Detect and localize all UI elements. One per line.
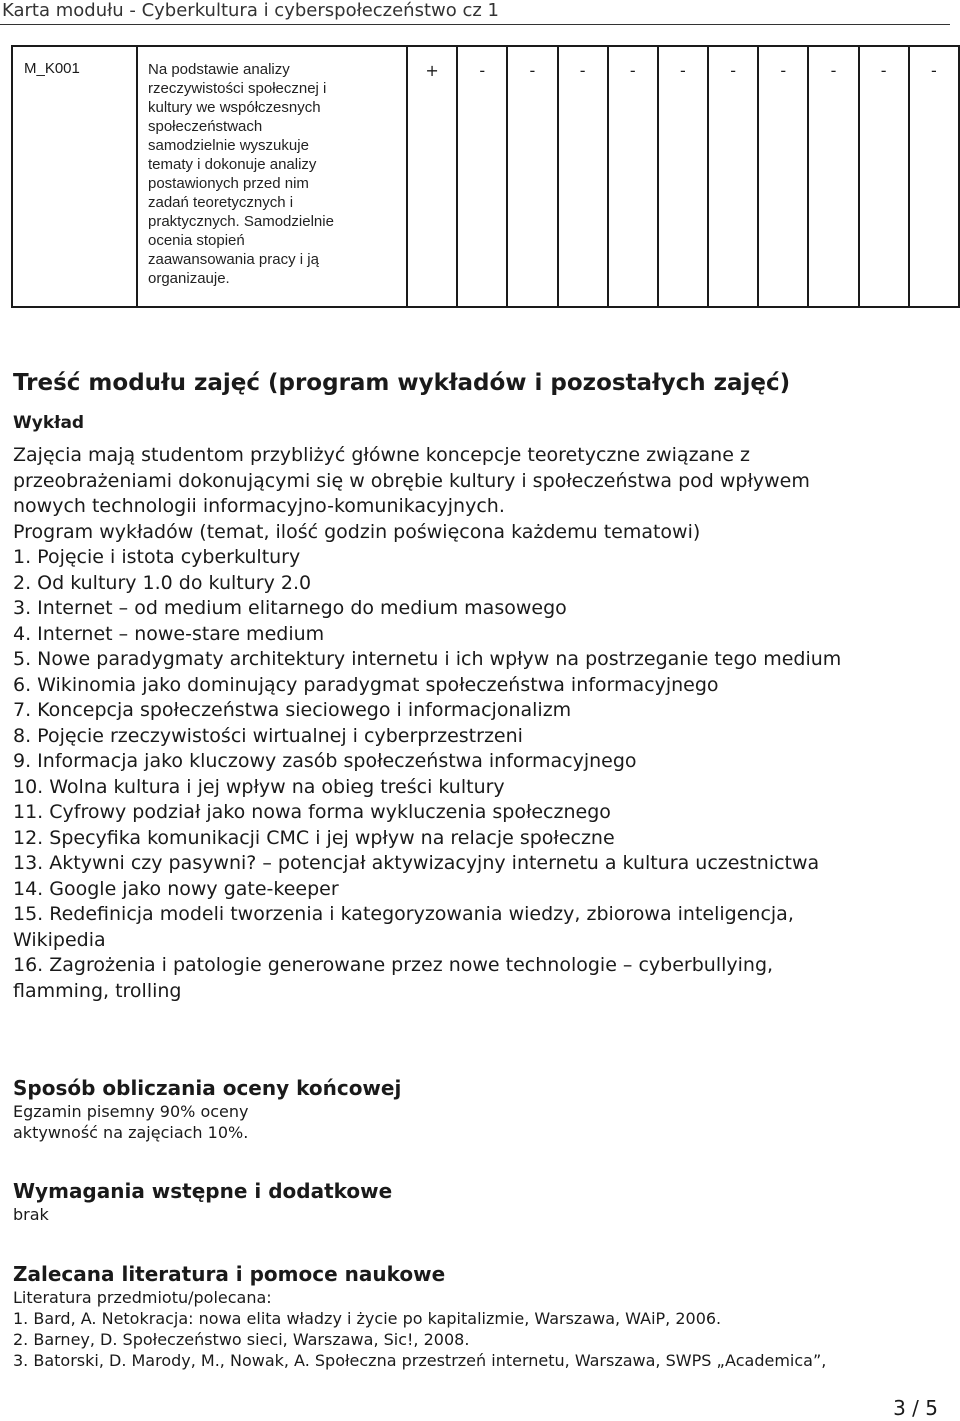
mark-cell: - [859,46,909,307]
table-row [12,46,959,307]
grading-body [13,1101,948,1143]
document-title: Karta modułu - Cyberkultura i cyberspołeczeństwo cz 1 [2,0,500,21]
mark-cell: - [558,46,608,307]
topic-item: 8. Pojęcie rzeczywistości wirtualnej i cyberprzestrzeni [13,724,523,747]
topic-item: 5. Nowe paradygmaty architektury internetu i ich wpływ na postrzeganie tego medium [13,648,842,670]
literature-title: Zalecana literatura i pomoce naukowe [13,1262,446,1286]
grading-section [13,1075,948,1143]
topic-item: 15. Redefinicja modeli tworzenia i kategoryzowania wiedzy, zbiorowa inteligencja, [13,903,794,925]
mark-cell: + [407,46,457,307]
literature-item: 3. Batorski, D. Marody, M., Nowak, A. Społeczna przestrzeń internetu, Warszawa, SWPS „Academica”, [13,1351,827,1370]
literature-body [13,1287,948,1371]
topic-item: 10. Wolna kultura i jej wpływ na obieg treści kultury [13,775,505,798]
mark-cell: - [658,46,708,307]
grading-title: Sposób obliczania oceny końcowej [13,1076,402,1100]
grading-line: Egzamin pisemny 90% oceny [13,1102,249,1121]
lecture-label: Wykład [13,413,85,433]
topic-item: 4. Internet – nowe-stare medium [13,622,325,645]
module-content-section [13,368,948,1004]
lecture-body [13,443,948,1004]
topic-item: 11. Cyfrowy podział jako nowa forma wykluczenia społecznego [13,801,611,823]
requirements-text: brak [13,1205,49,1224]
requirements-title: Wymagania wstępne i dodatkowe [13,1179,393,1203]
learning-effects-table [11,45,960,308]
topic-item: 12. Specyfika komunikacji CMC i jej wpływ na relacje społeczne [13,826,615,849]
literature-subtitle: Literatura przedmiotu/polecana: [13,1288,272,1307]
content-title: Treść modułu zajęć (program wykładów i pozostałych zajęć) [13,370,791,396]
page-number: 3 / 5 [893,1396,938,1420]
document-header [0,0,950,25]
mark-cell: - [708,46,758,307]
topic-item: 14. Google jako nowy gate-keeper [13,877,339,900]
description-line: społeczeństwach [148,118,263,135]
description-line: postawionych przed nim [148,175,309,192]
description-line: ocenia stopień [148,232,245,249]
topic-item: flamming, trolling [13,979,182,1002]
literature-item: 2. Barney, D. Społeczeństwo sieci, Warszawa, Sic!, 2008. [13,1330,470,1349]
mark-cell: - [457,46,507,307]
description-line: praktycznych. Samodzielnie [148,213,334,230]
mark-cell: - [808,46,858,307]
topic-item: 1. Pojęcie i istota cyberkultury [13,546,301,568]
effect-code: M_K001 [12,46,137,307]
intro-line: Zajęcia mają studentom przybliżyć główne koncepcje teoretyczne związane z [13,444,750,466]
intro-line: nowych technologii informacyjno-komunikacyjnych. [13,495,505,517]
topic-item: 13. Aktywni czy pasywni? – potencjał aktywizacyjny internetu a kultura uczestnictwa [13,852,820,874]
mark-cell: - [507,46,557,307]
topic-item: 9. Informacja jako kluczowy zasób społeczeństwa informacyjnego [13,750,637,772]
description-line: rzeczywistości społecznej i [148,80,327,97]
description-line: zadań teoretycznych i [148,194,294,211]
grading-line: aktywność na zajęciach 10%. [13,1123,249,1142]
requirements-section [13,1178,948,1225]
intro-line: Program wykładów (temat, ilość godzin poświęcona każdemu tematowi) [13,520,701,543]
topic-item: 3. Internet – od medium elitarnego do medium masowego [13,597,567,619]
literature-section [13,1261,948,1371]
description-line: zaawansowania pracy i ją [148,251,319,268]
description-line: tematy i dokonuje analizy [148,156,317,173]
effect-description [137,46,407,307]
literature-item: 1. Bard, A. Netokracja: nowa elita władzy i życie po kapitalizmie, Warszawa, WAiP, 2006. [13,1309,722,1328]
topic-item: 6. Wikinomia jako dominujący paradygmat społeczeństwa informacyjnego [13,673,719,696]
mark-cell: - [608,46,658,307]
topic-item: Wikipedia [13,928,106,951]
description-line: samodzielnie wyszukuje [148,137,309,154]
topic-item: 16. Zagrożenia i patologie generowane przez nowe technologie – cyberbullying, [13,954,774,976]
topic-item: 2. Od kultury 1.0 do kultury 2.0 [13,571,312,594]
mark-cell: - [758,46,808,307]
description-line: kultury we współczesnych [148,99,321,116]
description-line: organizauje. [148,270,230,287]
topic-item: 7. Koncepcja społeczeństwa sieciowego i informacjonalizm [13,699,572,721]
mark-cell: - [909,46,959,307]
description-line: Na podstawie analizy [148,61,290,78]
intro-line: przeobrażeniami dokonującymi się w obrębie kultury i społeczeństwa pod wpływem [13,469,810,492]
